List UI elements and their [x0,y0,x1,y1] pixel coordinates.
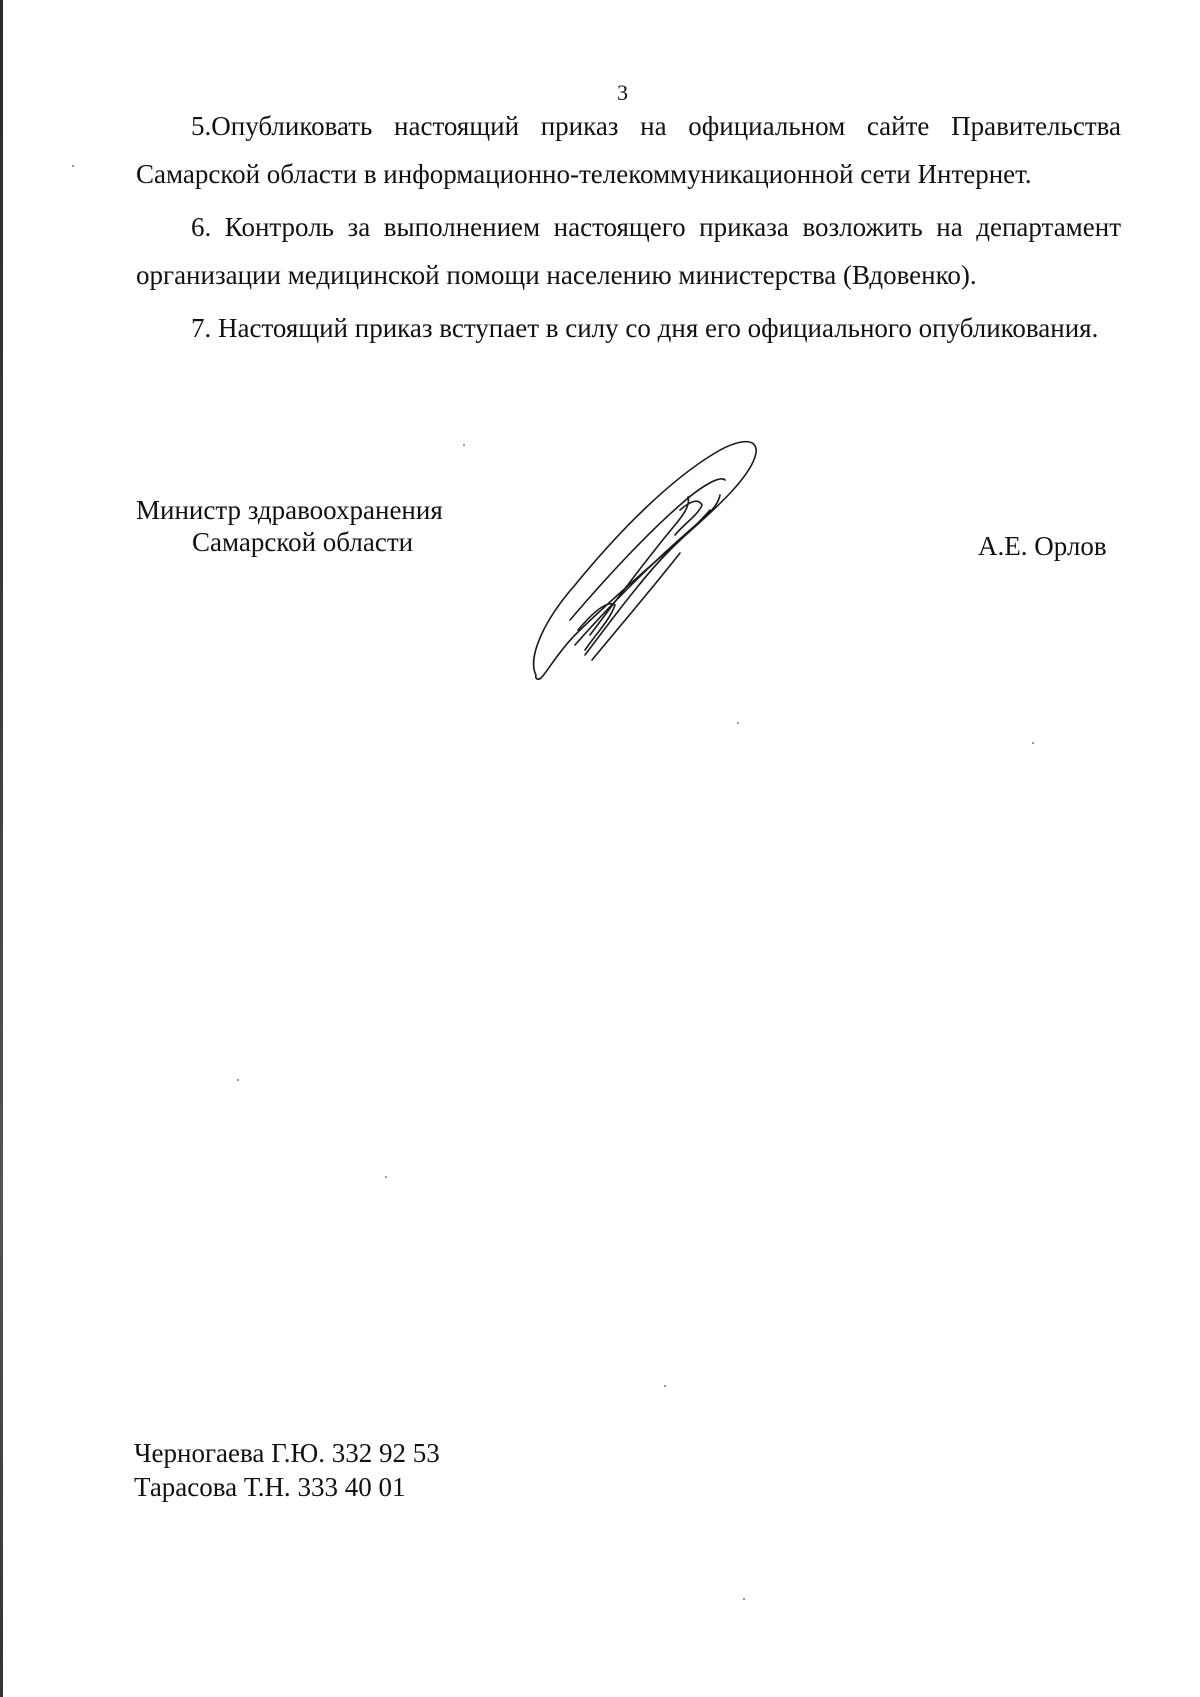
contact-name: Тарасова Т.Н. [134,1472,291,1502]
signatory-title-line1: Министр здравоохранения [136,495,443,525]
contact-phone: 333 40 01 [297,1472,406,1502]
scan-speck [743,1598,745,1600]
contact-row [134,1436,440,1470]
contact-name: Черногаева Г.Ю. [134,1438,325,1468]
contact-row [134,1470,440,1504]
scan-speck [737,722,739,724]
scan-speck [1032,742,1034,744]
scan-edge [0,0,3,1697]
contact-list [134,1436,440,1504]
handwritten-signature [530,435,770,690]
paragraph-7: 7. Настоящий приказ вступает в силу со дня его официального опубликования. [191,313,1099,343]
signatory-name: А.Е. Орлов [978,531,1107,561]
paragraph-6: 6. Контроль за выполнением настоящего приказа возложить на департамент организации медицинской помощи населению министерства (Вдовенко). [136,212,1121,290]
signatory-title-line2: Самарской области [192,527,414,557]
signatory-title [136,494,443,558]
contact-phone: 332 92 53 [331,1438,440,1468]
page-number: 3 [617,80,628,105]
scan-speck [664,1385,666,1387]
scan-speck [385,1176,387,1178]
paragraph-5: 5.Опубликовать настоящий приказ на официальном сайте Правительства Самарской области в информационно-телекоммуникационной сети Интернет. [136,111,1121,189]
scan-speck [72,165,74,167]
document-body [136,102,1121,357]
scan-speck [463,444,465,446]
scan-speck [237,1079,239,1081]
